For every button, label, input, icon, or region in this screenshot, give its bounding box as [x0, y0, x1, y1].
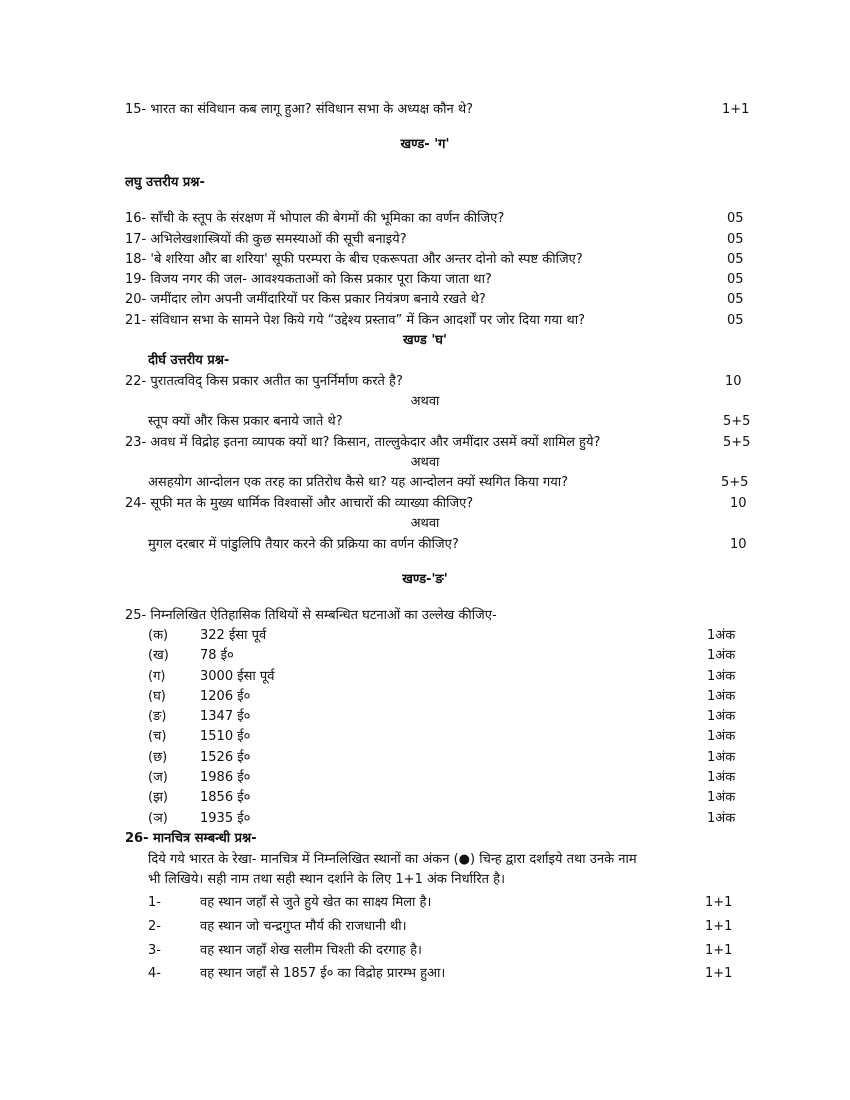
- map-item-text: वह स्थान जहाँ शेख सलीम चिश्ती की दरगाह है।: [200, 943, 422, 958]
- question-20: [125, 290, 750, 310]
- date-label: (ग): [148, 669, 166, 684]
- date-label: (घ): [148, 689, 166, 704]
- map-item-number: 3-: [148, 943, 161, 958]
- date-marks: 1अंक: [707, 648, 736, 663]
- question-25: [125, 606, 750, 626]
- date-marks: 1अंक: [707, 729, 736, 744]
- question-marks: 05: [727, 252, 744, 267]
- question-marks: 1+1: [722, 102, 750, 117]
- question-marks: 5+5: [723, 414, 751, 429]
- date-item: [0, 809, 850, 829]
- question-number: 18-: [125, 252, 147, 267]
- map-intro-line-1: दिये गये भारत के रेखा- मानचित्र में निम्नलिखित स्थानों का अंकन (●) चिन्ह द्वारा दर्शाइये तथा उनके नाम: [148, 852, 637, 867]
- question-26: [125, 829, 750, 849]
- date-label: (छ): [148, 750, 168, 765]
- question-marks: 05: [727, 292, 744, 307]
- date-year: 1347 ई०: [200, 709, 251, 724]
- question-marks: 5+5: [721, 475, 749, 490]
- question-marks: 5+5: [723, 435, 751, 450]
- date-marks: 1अंक: [707, 770, 736, 785]
- question-number: 15-: [125, 102, 147, 117]
- date-item: [0, 646, 850, 666]
- date-year: 78 ई०: [200, 648, 234, 663]
- map-item: [0, 964, 850, 984]
- date-label: (ज): [148, 770, 168, 785]
- question-19: [125, 270, 750, 290]
- or-separator: अथवा: [410, 394, 440, 409]
- question-marks: 05: [727, 211, 744, 226]
- question-marks: 10: [725, 374, 742, 389]
- question-text: जमींदार लोग अपनी जमींदारियों पर किस प्रकार नियंत्रण बनाये रखते थे?: [150, 292, 486, 307]
- question-text: स्तूप क्यों और किस प्रकार बनाये जाते थे?: [148, 414, 343, 429]
- question-text: निम्नलिखित ऐतिहासिक तिथियों से सम्बन्धित घटनाओं का उल्लेख कीजिए-: [150, 608, 497, 623]
- date-item: [0, 788, 850, 808]
- date-item: [0, 687, 850, 707]
- question-text: 'बे शरिया और बा शरिया' सूफी परम्परा के बीच एकरूपता और अन्तर दोनो को स्पष्ट कीजिए?: [150, 252, 583, 267]
- date-marks: 1अंक: [707, 669, 736, 684]
- question-17: [125, 230, 750, 250]
- question-number: 25-: [125, 608, 147, 623]
- question-number: 17-: [125, 232, 147, 247]
- map-item-marks: 1+1: [705, 966, 733, 981]
- question-text: भारत का संविधान कब लागू हुआ? संविधान सभा के अध्यक्ष कौन थे?: [150, 102, 474, 117]
- question-marks: 10: [730, 537, 747, 552]
- date-label: (झ): [148, 790, 168, 805]
- date-item: [0, 667, 850, 687]
- question-marks: 10: [730, 496, 747, 511]
- question-text: असहयोग आन्दोलन एक तरह का प्रतिरोध कैसे था? यह आन्दोलन क्यों स्थगित किया गया?: [148, 475, 569, 490]
- date-marks: 1अंक: [707, 750, 736, 765]
- question-23-alt: [148, 473, 750, 493]
- date-item: [0, 768, 850, 788]
- question-text: अभिलेखशास्त्रियों की कुछ समस्याओं की सूची बनाइये?: [150, 232, 407, 247]
- map-item-text: वह स्थान जो चन्द्रगुप्त मौर्य की राजधानी थी।: [200, 919, 407, 934]
- section-ga-heading: खण्ड- 'ग': [400, 137, 450, 152]
- question-marks: 05: [727, 313, 744, 328]
- question-number: 26-: [125, 831, 149, 846]
- date-label: (च): [148, 729, 167, 744]
- question-number: 21-: [125, 313, 147, 328]
- date-year: 3000 ईसा पूर्व: [200, 669, 275, 684]
- question-21: [125, 311, 750, 331]
- date-marks: 1अंक: [707, 628, 736, 643]
- question-text: सूफी मत के मुख्य धार्मिक विश्वासों और आचारों की व्याख्या कीजिए?: [150, 496, 474, 511]
- question-22-alt: [148, 412, 750, 432]
- date-marks: 1अंक: [707, 790, 736, 805]
- question-24: [125, 494, 750, 514]
- question-22: [125, 372, 750, 392]
- date-year: 1526 ई०: [200, 750, 251, 765]
- map-item-text: वह स्थान जहाँ से 1857 ई० का विद्रोह प्रारम्भ हुआ।: [200, 966, 446, 981]
- date-marks: 1अंक: [707, 811, 736, 826]
- question-number: 23-: [125, 435, 147, 450]
- or-separator: अथवा: [410, 516, 440, 531]
- question-number: 20-: [125, 292, 147, 307]
- map-item-text: वह स्थान जहाँ से जुते हुये खेत का साक्ष्य मिला है।: [200, 895, 432, 910]
- map-item-marks: 1+1: [705, 943, 733, 958]
- map-item-number: 1-: [148, 895, 161, 910]
- question-number: 19-: [125, 272, 147, 287]
- question-text: मुगल दरबार में पांडुलिपि तैयार करने की प्रक्रिया का वर्णन कीजिए?: [148, 537, 459, 552]
- question-15: [125, 100, 750, 120]
- question-text: मानचित्र सम्बन्धी प्रश्न-: [153, 831, 257, 846]
- map-item-number: 2-: [148, 919, 161, 934]
- date-item: [0, 626, 850, 646]
- section-gha-heading: खण्ड 'घ': [403, 333, 447, 348]
- section-nga-heading: खण्ड-'ङ': [402, 572, 448, 587]
- question-text: साँची के स्तूप के संरक्षण में भोपाल की बेगमों की भूमिका का वर्णन कीजिए?: [150, 211, 505, 226]
- date-item: [0, 748, 850, 768]
- date-year: 1510 ई०: [200, 729, 251, 744]
- map-intro-line-2: भी लिखिये। सही नाम तथा सही स्थान दर्शाने के लिए 1+1 अंक निर्धारित है।: [148, 872, 506, 887]
- question-text: अवध में विद्रोह इतना व्यापक क्यों था? किसान, ताल्लुकेदार और जमींदार उसमें क्यों शामिल हुये?: [150, 435, 601, 450]
- question-18: [125, 250, 750, 270]
- question-marks: 05: [727, 232, 744, 247]
- date-label: (ञ): [148, 811, 168, 826]
- question-number: 16-: [125, 211, 147, 226]
- date-year: 322 ईसा पूर्व: [200, 628, 267, 643]
- map-item: [0, 917, 850, 937]
- date-year: 1206 ई०: [200, 689, 251, 704]
- short-answer-heading: लघु उत्तरीय प्रश्न-: [125, 175, 205, 190]
- question-number: 24-: [125, 496, 147, 511]
- date-label: (ङ): [148, 709, 167, 724]
- map-item-marks: 1+1: [705, 919, 733, 934]
- map-item: [0, 941, 850, 961]
- date-label: (ख): [148, 648, 169, 663]
- question-number: 22-: [125, 374, 147, 389]
- date-year: 1856 ई०: [200, 790, 251, 805]
- question-16: [125, 209, 750, 229]
- question-text: संविधान सभा के सामने पेश किये गये “उद्देश्य प्रस्ताव” में किन आदर्शों पर जोर दिया गया था?: [150, 313, 586, 328]
- question-marks: 05: [727, 272, 744, 287]
- date-marks: 1अंक: [707, 689, 736, 704]
- long-answer-heading: दीर्घ उत्तरीय प्रश्न-: [148, 353, 230, 368]
- date-year: 1986 ई०: [200, 770, 251, 785]
- date-marks: 1अंक: [707, 709, 736, 724]
- question-24-alt: [148, 535, 750, 555]
- date-item: [0, 727, 850, 747]
- date-item: [0, 707, 850, 727]
- date-year: 1935 ई०: [200, 811, 251, 826]
- map-item: [0, 893, 850, 913]
- date-label: (क): [148, 628, 169, 643]
- map-item-number: 4-: [148, 966, 161, 981]
- or-separator: अथवा: [410, 455, 440, 470]
- question-text: पुरातत्वविद् किस प्रकार अतीत का पुनर्निर्माण करते है?: [150, 374, 403, 389]
- question-23: [125, 433, 750, 453]
- map-item-marks: 1+1: [705, 895, 733, 910]
- question-text: विजय नगर की जल- आवश्यकताओं को किस प्रकार पूरा किया जाता था?: [150, 272, 492, 287]
